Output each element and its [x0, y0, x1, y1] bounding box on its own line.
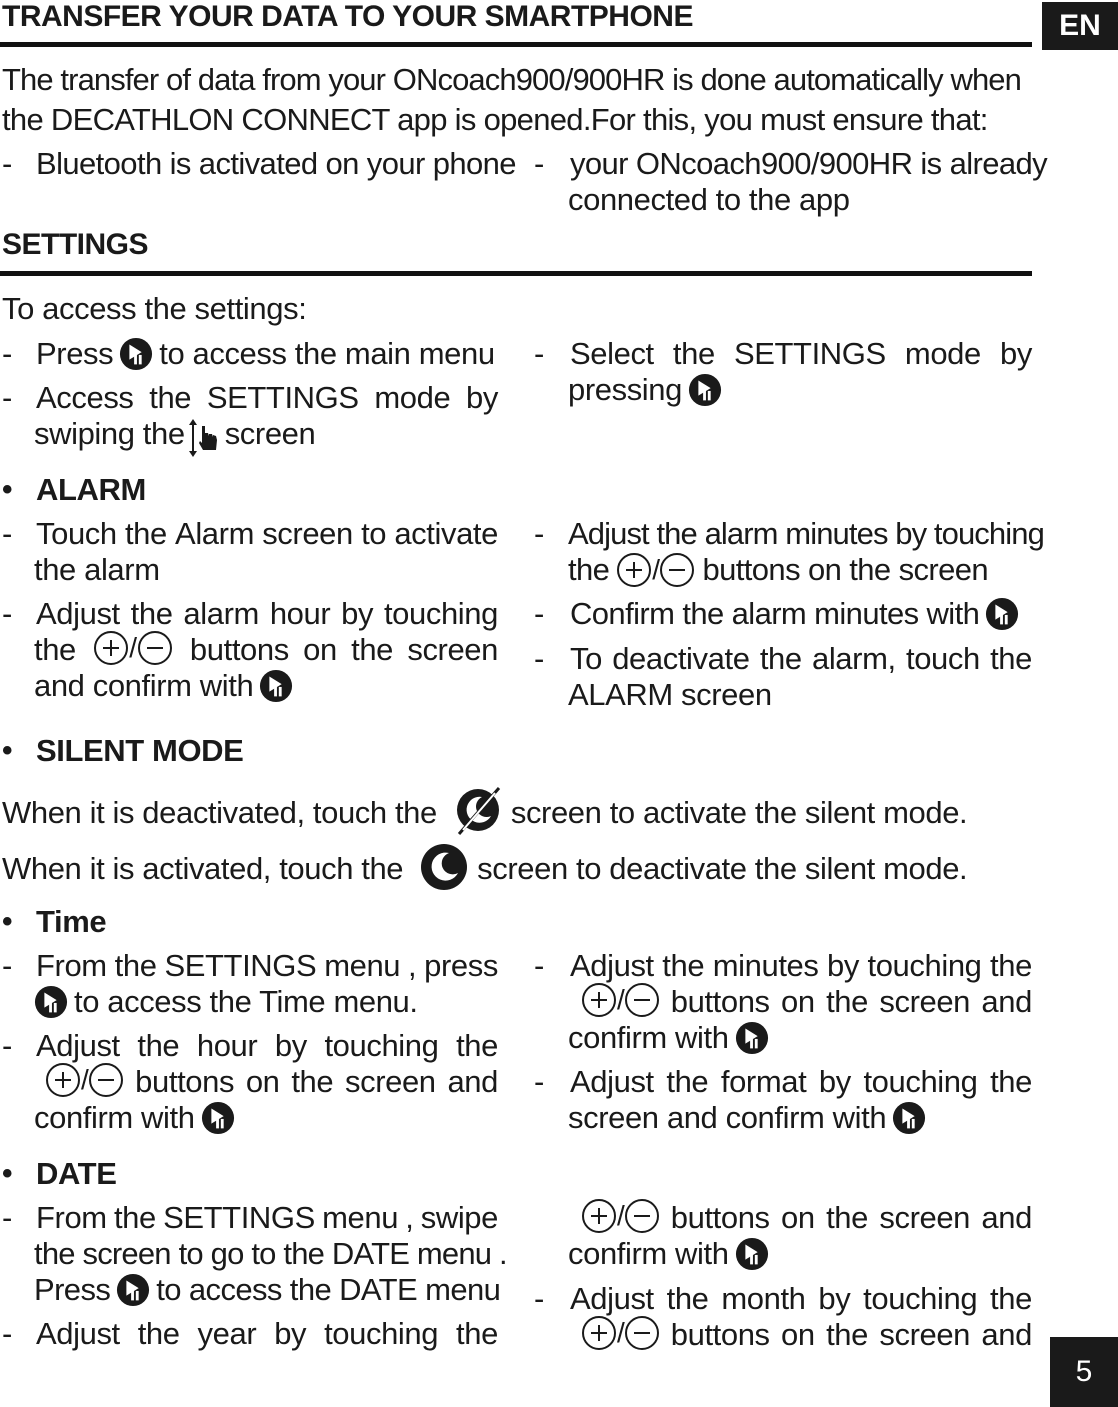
press-label: Press: [36, 336, 114, 371]
word: the: [34, 632, 76, 667]
word: screen: [262, 516, 353, 551]
press-label: Press: [34, 1272, 111, 1307]
minus-icon: [625, 1316, 659, 1350]
word: ,: [408, 948, 417, 983]
play-pause-icon: [735, 1021, 769, 1055]
dash: -: [2, 380, 13, 415]
silent-title: SILENT MODE: [36, 733, 244, 768]
page-number: 5: [1050, 1337, 1118, 1407]
word: screen: [407, 632, 498, 667]
settings-rule: [0, 271, 1032, 276]
minus-icon: [625, 1199, 659, 1233]
item-connected-2: connected to the app: [568, 182, 850, 217]
plus-minus-icons: /: [94, 630, 171, 666]
confirm-label: screen and confirm with: [568, 1100, 887, 1135]
dash: -: [534, 1281, 545, 1316]
word: on: [781, 1200, 815, 1235]
play-pause-icon: [34, 985, 68, 1019]
bullet: •: [2, 473, 13, 506]
word: buttons: [670, 1317, 770, 1352]
word: touching: [324, 1316, 439, 1351]
bullet: •: [2, 905, 13, 938]
plus-icon: [582, 1199, 616, 1233]
word: touch: [905, 641, 980, 676]
word: Alarm: [175, 516, 254, 551]
word: hour: [196, 1028, 258, 1063]
time-hour-line1: [36, 1028, 498, 1064]
silent-deact-post: screen to activate the silent mode.: [510, 795, 968, 831]
word: ,: [405, 1200, 414, 1235]
settings-access-line1: [36, 380, 498, 416]
confirm-label: confirm with: [34, 1100, 195, 1135]
word: buttons on the screen: [702, 552, 989, 587]
title-rule: [0, 42, 1032, 47]
word: the: [826, 984, 868, 1019]
word: the: [990, 948, 1032, 983]
word: by: [466, 380, 498, 415]
minus-icon: [625, 983, 659, 1017]
word: to: [361, 516, 387, 551]
dash: -: [2, 1316, 13, 1351]
word: touching: [867, 948, 982, 983]
word: Touch: [36, 516, 117, 551]
word: month: [721, 1281, 806, 1316]
word: the: [990, 641, 1032, 676]
plus-icon: [582, 1316, 616, 1350]
word: screen: [879, 1317, 971, 1352]
word: touching: [324, 1028, 439, 1063]
word: From: [36, 948, 107, 983]
word: Adjust: [570, 948, 654, 983]
word: menu: [322, 1200, 399, 1235]
word: the: [456, 1316, 498, 1351]
word: by: [818, 1064, 851, 1099]
word: the: [124, 516, 167, 551]
word: buttons: [135, 1064, 235, 1099]
word: the: [456, 1028, 498, 1063]
word: and: [447, 1064, 498, 1099]
swipe-label: swiping the: [34, 416, 185, 452]
word: the: [137, 1028, 180, 1063]
dash: -: [534, 641, 545, 676]
word: and: [981, 984, 1032, 1019]
play-pause-icon: [116, 1273, 150, 1307]
word: hour: [269, 596, 331, 631]
word: Select: [570, 336, 654, 371]
word: Adjust: [570, 1064, 654, 1099]
settings-select-line2: [568, 372, 728, 409]
dash: -: [534, 336, 545, 371]
word: the: [291, 1064, 334, 1099]
word: screen: [879, 1200, 971, 1235]
word: mode: [904, 336, 981, 371]
alarm-hour-line2: [34, 632, 498, 668]
word: touching: [863, 1281, 978, 1316]
word: on: [303, 632, 337, 667]
dash: -: [2, 1028, 13, 1063]
word: SETTINGS: [206, 380, 359, 415]
time-hour-line3: [34, 1100, 241, 1137]
time-min-line1: [570, 948, 1032, 984]
word: the: [114, 948, 157, 983]
word: by: [827, 948, 859, 983]
plus-minus-icons: /: [582, 1315, 659, 1351]
dash: -: [2, 1200, 13, 1235]
date-from-line1: [36, 1200, 498, 1236]
plus-minus-icons: /: [617, 552, 694, 588]
time-from-line1: [36, 948, 498, 984]
word: touching: [863, 1064, 978, 1099]
dash: -: [534, 948, 545, 983]
word: alarm: [183, 596, 259, 631]
word: Adjust: [36, 596, 120, 631]
transfer-intro-1: The transfer of data from your ONcoach900/900HR is done automatically when: [2, 62, 1021, 97]
press-post: to access the main menu: [159, 336, 495, 371]
alarm-min-line1: Adjust the alarm minutes by touching: [568, 516, 1044, 551]
item-bluetooth: Bluetooth is activated on your phone: [36, 146, 516, 181]
word: touching: [383, 596, 498, 631]
item-connected-1: your ONcoach900/900HR is already: [570, 146, 1048, 181]
alarm-hour-line1: [36, 596, 498, 632]
plus-minus-icons: /: [582, 982, 659, 1018]
transfer-intro-2: the DECATHLON CONNECT app is opened.For this, you must ensure that:: [2, 102, 988, 137]
word: format: [720, 1064, 807, 1099]
play-pause-icon: [735, 1237, 769, 1271]
word: alarm,: [811, 641, 896, 676]
word: screen: [879, 984, 971, 1019]
word: the: [666, 1064, 709, 1099]
play-pause-icon: [892, 1101, 926, 1135]
word: Adjust: [36, 1028, 120, 1063]
alarm-title: ALARM: [36, 472, 146, 507]
date-from-line3: [34, 1272, 500, 1309]
time-fmt-line2: [568, 1100, 932, 1137]
word: minutes: [712, 948, 819, 983]
word: press: [424, 948, 498, 983]
alarm-deact-line1: [570, 641, 1032, 677]
word: on: [781, 1317, 815, 1352]
word: the: [149, 380, 192, 415]
swipe-post: screen: [224, 416, 316, 452]
play-pause-icon: [201, 1101, 235, 1135]
alarm-hour-line3: [34, 668, 299, 705]
dash: -: [2, 596, 13, 631]
settings-press: [36, 336, 495, 373]
confirm-label: confirm with: [568, 1236, 729, 1271]
date-title: DATE: [36, 1156, 117, 1191]
dash: -: [2, 948, 13, 983]
alarm-touch-line1: [36, 516, 498, 552]
date-from-line2: the screen to go to the DATE menu .: [34, 1236, 507, 1271]
plus-icon: [617, 553, 651, 587]
word: the: [666, 1281, 709, 1316]
word: menu: [324, 948, 401, 983]
time-min-line3: [568, 1020, 775, 1057]
word: by: [274, 1028, 307, 1063]
alarm-confirm: [570, 596, 1025, 633]
word: activate: [394, 516, 498, 551]
date-year-cont-line2: [568, 1236, 775, 1273]
time-title: Time: [36, 904, 107, 939]
settings-access-line2: [34, 416, 315, 456]
minus-icon: [138, 631, 172, 665]
silent-activated: [2, 846, 967, 896]
play-pause-icon: [985, 597, 1019, 631]
dash: -: [534, 146, 545, 181]
dash: -: [2, 146, 13, 181]
silent-deactivated: [2, 790, 967, 840]
dash: -: [534, 1064, 545, 1099]
plus-icon: [46, 1063, 80, 1097]
plus-minus-icons: /: [46, 1062, 123, 1098]
silent-deact-pre: When it is deactivated, touch the: [2, 795, 437, 831]
word: the: [137, 1316, 180, 1351]
word: Adjust: [36, 1316, 120, 1351]
swipe-hand-icon: [189, 418, 221, 458]
word: year: [197, 1316, 257, 1351]
page-title: TRANSFER YOUR DATA TO YOUR SMARTPHONE: [2, 0, 693, 33]
word: and: [981, 1200, 1032, 1235]
bullet: •: [2, 1157, 13, 1190]
word: the: [568, 552, 610, 587]
lang-badge: EN: [1042, 2, 1118, 50]
silent-off-icon: [453, 786, 503, 836]
time-fmt-line1: [570, 1064, 1032, 1100]
minus-icon: [89, 1063, 123, 1097]
time-hour-line2: [46, 1064, 498, 1100]
word: by: [274, 1316, 307, 1351]
silent-act-pre: When it is activated, touch the: [2, 851, 404, 887]
date-month-line1: [570, 1281, 1032, 1317]
silent-act-post: screen to deactivate the silent mode.: [477, 851, 968, 887]
silent-on-icon: [419, 842, 469, 892]
word: deactivate: [612, 641, 750, 676]
confirm-label: Confirm the alarm minutes with: [570, 596, 980, 631]
dash: -: [2, 336, 13, 371]
dash: -: [2, 516, 13, 551]
word: by: [341, 596, 374, 631]
word: the: [130, 596, 173, 631]
word: the: [113, 1200, 156, 1235]
word: screen: [345, 1064, 436, 1099]
date-month-line2: [582, 1317, 1032, 1353]
dash: -: [534, 596, 545, 631]
word: the: [672, 336, 715, 371]
alarm-touch-line2: the alarm: [34, 552, 160, 587]
pressing-label: pressing: [568, 372, 682, 407]
play-pause-icon: [119, 337, 153, 371]
play-pause-icon: [259, 669, 293, 703]
word: on: [245, 1064, 280, 1099]
time-from-line2: [34, 984, 418, 1021]
plus-minus-icons: /: [582, 1198, 659, 1234]
word: and: [981, 1317, 1032, 1352]
word: on: [781, 984, 815, 1019]
confirm-label: confirm with: [568, 1020, 729, 1055]
word: swipe: [420, 1200, 498, 1235]
bullet: •: [2, 734, 13, 767]
word: the: [759, 641, 802, 676]
confirm-label: and confirm with: [34, 668, 254, 703]
date-year-line1: [36, 1316, 498, 1352]
play-pause-icon: [688, 373, 722, 407]
word: buttons: [670, 1200, 770, 1235]
word: SETTINGS: [733, 336, 886, 371]
settings-title: SETTINGS: [2, 228, 149, 261]
word: Access: [36, 380, 134, 415]
word: To: [570, 641, 602, 676]
word: the: [990, 1281, 1032, 1316]
settings-intro: To access the settings:: [2, 291, 307, 326]
settings-select-line1: [570, 336, 1032, 372]
minus-icon: [660, 553, 694, 587]
word: the: [826, 1317, 868, 1352]
plus-icon: [582, 983, 616, 1017]
word: SETTINGS: [164, 948, 317, 983]
alarm-min-line2: [568, 552, 988, 590]
word: buttons: [189, 632, 289, 667]
date-year-cont-line1: [582, 1200, 1032, 1236]
word: the: [662, 948, 705, 983]
plus-icon: [94, 631, 128, 665]
alarm-deact-line2: ALARM screen: [568, 677, 772, 712]
word: by: [1000, 336, 1032, 371]
word: mode: [374, 380, 451, 415]
word: Adjust: [570, 1281, 654, 1316]
word: buttons: [670, 984, 770, 1019]
word: SETTINGS: [163, 1200, 315, 1235]
time-min-line2: [582, 984, 1032, 1020]
date-menu-label: to access the DATE menu: [156, 1272, 501, 1307]
word: by: [818, 1281, 851, 1316]
word: the: [990, 1064, 1032, 1099]
word: the: [351, 632, 394, 667]
time-menu-label: to access the Time menu.: [74, 984, 418, 1019]
word: From: [36, 1200, 107, 1235]
word: the: [826, 1200, 868, 1235]
dash: -: [534, 516, 545, 551]
